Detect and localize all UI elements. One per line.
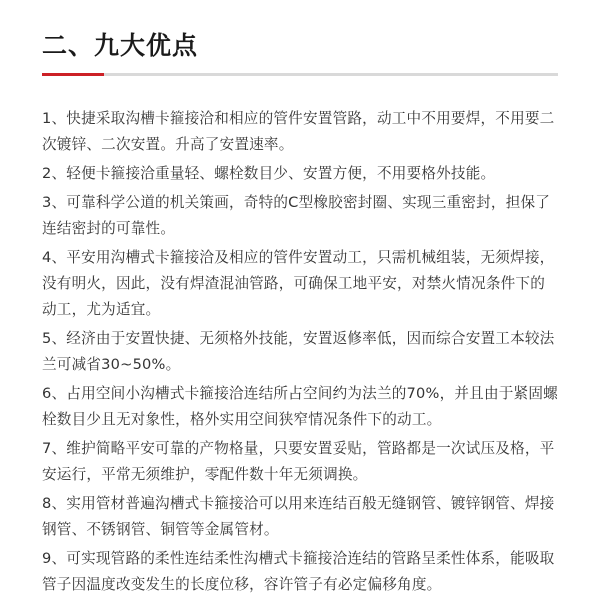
section-heading-block	[42, 0, 558, 84]
heading-divider	[42, 73, 558, 76]
heading-divider-accent	[42, 73, 104, 76]
paragraph-6: 6、占用空间小沟槽式卡箍接洽连结所占空间约为法兰的70%，并且由于紧固螺栓数目少且无对象性，格外实用空间狭窄情况条件下的动工。	[42, 385, 558, 429]
paragraph-5: 5、经济由于安置快捷、无须格外技能，安置返修率低，因而综合安置工本较法兰可减省30~50%。	[42, 330, 555, 374]
paragraph-2: 2、轻便卡箍接洽重量轻、螺栓数目少、安置方便，不用要格外技能。	[42, 165, 496, 183]
body-content	[42, 84, 558, 598]
paragraph-3: 3、可靠科学公道的机关策画，奇特的C型橡胶密封圈、实现三重密封，担保了连结密封的可靠性。	[42, 194, 551, 238]
paragraph-7: 7、维护简略平安可靠的产物格量，只要安置妥贴，管路都是一次试压及格，平安运行，平常无须维护，零配件数十年无须调换。	[42, 440, 555, 484]
page-title: 二、九大优点	[42, 31, 199, 60]
paragraph-1: 1、快捷采取沟槽卡箍接洽和相应的管件安置管路，动工中不用要焊，不用要二次镀锌、二次安置。升高了安置速率。	[42, 110, 555, 154]
paragraph-4: 4、平安用沟槽式卡箍接洽及相应的管件安置动工，只需机械组装，无须焊接，没有明火，因此，没有焊渣混油管路，可确保工地平安，对禁火情况条件下的动工，尤为适宜。	[42, 249, 555, 319]
paragraph-9: 9、可实现管路的柔性连结柔性沟槽式卡箍接洽连结的管路呈柔性体系，能吸取管子因温度改变发生的长度位移，容许管子有必定偏移角度。	[42, 550, 555, 594]
paragraph-8: 8、实用管材普遍沟槽式卡箍接洽可以用来连结百般无缝钢管、镀锌钢管、焊接钢管、不锈钢管、铜管等金属管材。	[42, 495, 555, 539]
